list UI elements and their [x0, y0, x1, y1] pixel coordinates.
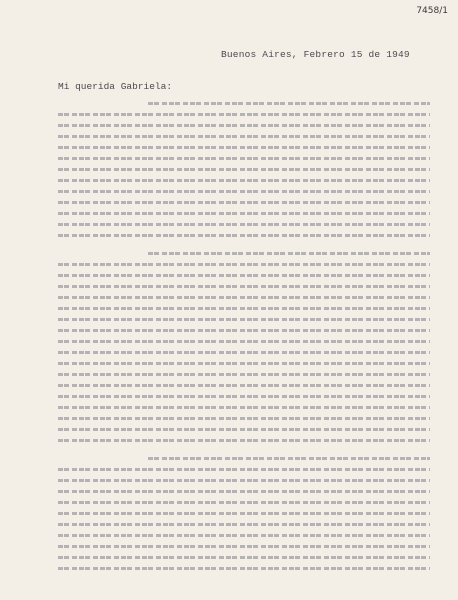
typed-line: [58, 259, 430, 270]
letter-dateline: Buenos Aires, Febrero 15 de 1949: [221, 49, 410, 60]
letter-body: [58, 98, 430, 574]
typed-line: [58, 369, 430, 380]
typed-line: [58, 552, 430, 563]
typed-line: [58, 186, 430, 197]
typed-line: [58, 219, 430, 230]
typed-line: [58, 336, 430, 347]
letter-salutation: Mi querida Gabriela:: [58, 81, 173, 92]
typed-line: [58, 270, 430, 281]
typed-line: [58, 109, 430, 120]
typed-line: [58, 402, 430, 413]
typed-line: [58, 391, 430, 402]
archive-number: 7458/1: [416, 6, 448, 16]
paragraph-gap: [58, 446, 430, 453]
typed-line: [58, 380, 430, 391]
typed-line: [58, 475, 430, 486]
typed-line: [58, 164, 430, 175]
typed-line: [58, 413, 430, 424]
typed-line: [58, 435, 430, 446]
typed-line: [58, 453, 430, 464]
typed-line: [58, 314, 430, 325]
typed-line: [58, 303, 430, 314]
typed-line: [58, 120, 430, 131]
typed-line: [58, 131, 430, 142]
typed-line: [58, 541, 430, 552]
typed-line: [58, 464, 430, 475]
typed-line: [58, 486, 430, 497]
typed-line: [58, 208, 430, 219]
typed-line: [58, 175, 430, 186]
typed-line: [58, 248, 430, 259]
typed-line: [58, 508, 430, 519]
typed-line: [58, 530, 430, 541]
typed-line: [58, 98, 430, 109]
typed-line: [58, 519, 430, 530]
typed-line: [58, 424, 430, 435]
typed-line: [58, 497, 430, 508]
typed-line: [58, 325, 430, 336]
typed-line: [58, 230, 430, 241]
typed-line: [58, 153, 430, 164]
paragraph-gap: [58, 241, 430, 248]
typed-line: [58, 281, 430, 292]
typed-line: [58, 347, 430, 358]
typed-line: [58, 197, 430, 208]
typed-line: [58, 142, 430, 153]
typed-line: [58, 563, 430, 574]
typed-line: [58, 292, 430, 303]
typed-line: [58, 358, 430, 369]
